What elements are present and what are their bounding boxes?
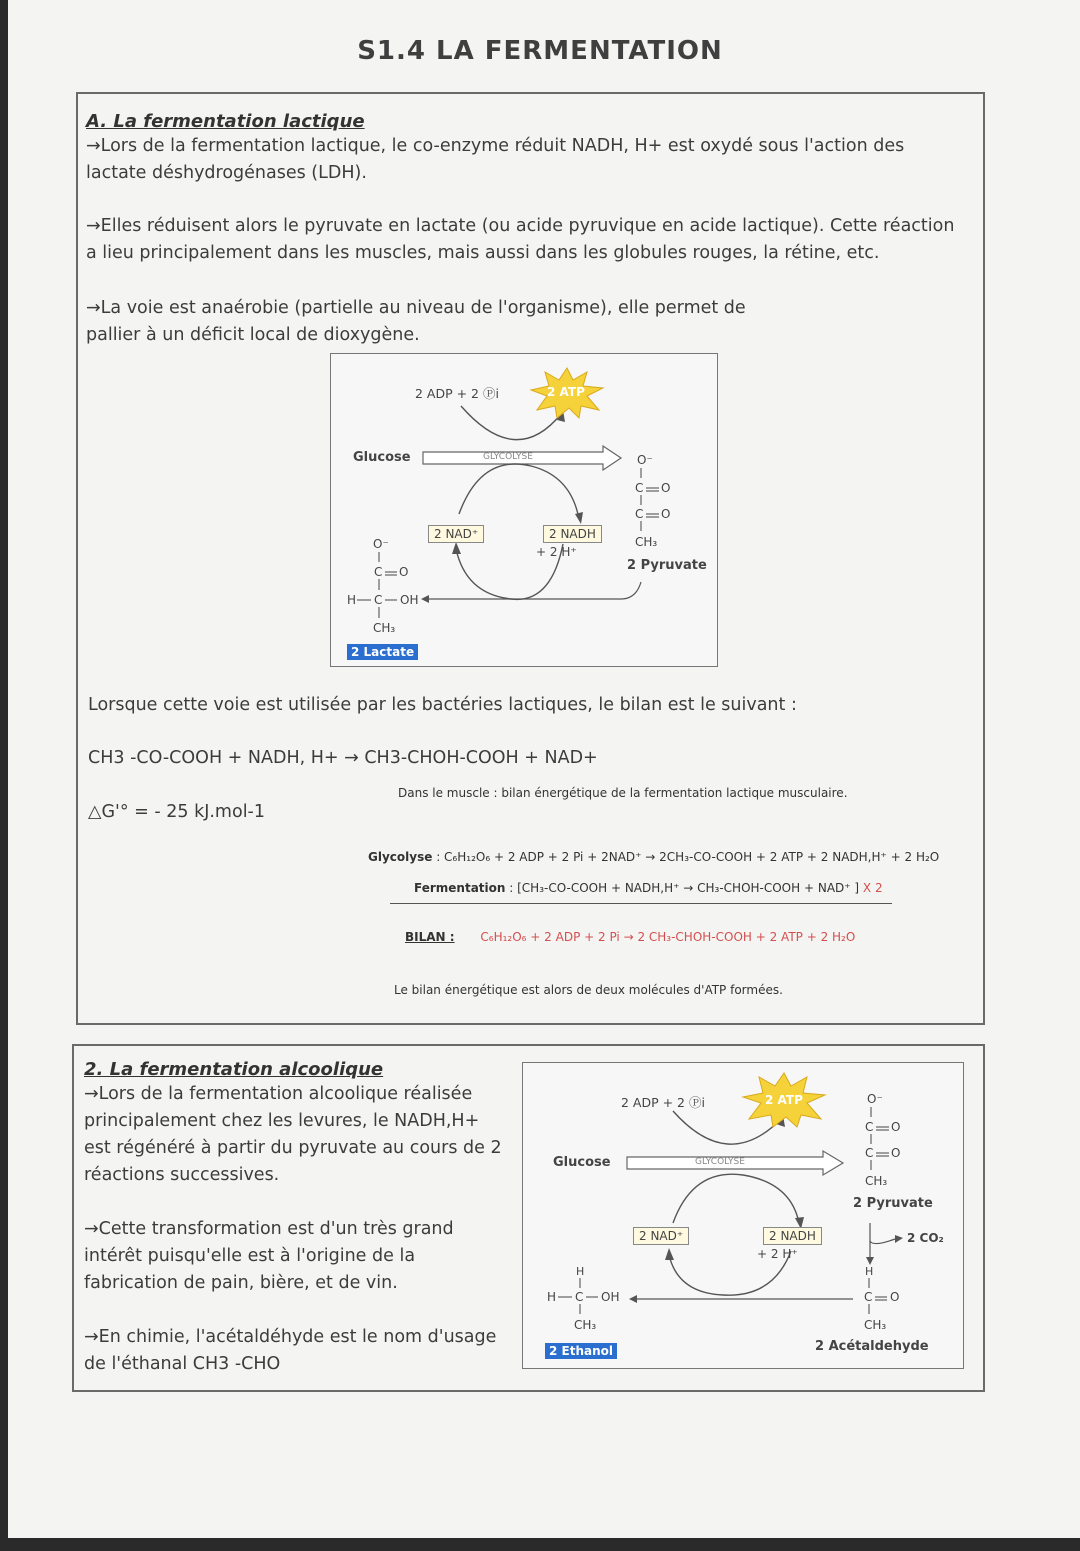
svg-text:C: C — [635, 481, 644, 495]
section-a-paragraph-1: →Lors de la fermentation lactique, le co-enzyme réduit NADH, H+ est oxydé sous l'action des lactate déshydrogénases (LDH). — [86, 136, 905, 183]
svg-text:C: C — [635, 507, 644, 521]
muscle-bilan-label: BILAN : — [405, 930, 455, 944]
lactic-lactate-structure — [345, 534, 435, 634]
alcoholic-ethanol-structure — [543, 1263, 633, 1335]
lactic-equation: CH3 -CO-COOH + NADH, H+ → CH3-CHOH-COOH + NAD+ — [88, 748, 598, 768]
lactic-diagram — [330, 353, 718, 667]
lactic-atp-label: 2 ATP — [547, 385, 585, 399]
muscle-glycolyse-label: Glycolyse — [368, 850, 433, 864]
svg-text:CH₃: CH₃ — [865, 1174, 888, 1188]
svg-text:H: H — [547, 1290, 557, 1304]
muscle-caption: Dans le muscle : bilan énergétique de la fermentation lactique musculaire. — [398, 786, 848, 800]
section-b-paragraph-2: →Cette transformation est d'un très grand intérêt puisqu'elle est à l'origine de la fabrication de pain, bière, et de vin. — [84, 1219, 454, 1293]
alcoholic-adp-label: 2 ADP + 2 Ⓟi — [621, 1095, 705, 1110]
lactic-lactate-badge: 2 Lactate — [347, 644, 418, 660]
svg-text:C: C — [865, 1146, 874, 1160]
svg-text:O: O — [890, 1290, 900, 1304]
svg-text:H: H — [347, 593, 357, 607]
lactic-pyruvate-label: 2 Pyruvate — [627, 558, 707, 573]
svg-text:O: O — [891, 1146, 901, 1160]
svg-text:O⁻: O⁻ — [637, 453, 653, 467]
svg-text:O: O — [661, 507, 671, 521]
lactic-glycolyse-label: GLYCOLYSE — [483, 452, 533, 462]
alcoholic-co2-label: 2 CO₂ — [907, 1231, 944, 1245]
alcoholic-glycolyse-label: GLYCOLYSE — [695, 1157, 745, 1167]
muscle-bilan-line — [405, 930, 855, 944]
svg-text:C: C — [865, 1120, 874, 1134]
delta-g: △G'° = - 25 kJ.mol-1 — [88, 802, 265, 822]
svg-text:H: H — [865, 1265, 874, 1278]
alcoholic-acetaldehyde-label: 2 Acétaldehyde — [815, 1339, 929, 1354]
muscle-fermentation-label: Fermentation — [414, 881, 506, 895]
alcoholic-atp-label: 2 ATP — [765, 1093, 803, 1107]
svg-text:C: C — [575, 1290, 584, 1304]
svg-text:OH: OH — [601, 1290, 620, 1304]
svg-text:OH: OH — [400, 593, 419, 607]
svg-text:C: C — [374, 593, 383, 607]
lactic-h-label: + 2 H⁺ — [536, 545, 577, 559]
alcoholic-ethanol-badge: 2 Ethanol — [545, 1343, 617, 1359]
svg-text:CH₃: CH₃ — [574, 1318, 597, 1332]
alcoholic-pyruvate-structure — [861, 1089, 921, 1189]
alcoholic-nad-chip: 2 NAD⁺ — [633, 1227, 689, 1245]
bilan-intro: Lorsque cette voie est utilisée par les bactéries lactiques, le bilan est le suivant : — [88, 695, 797, 715]
muscle-fermentation-multiplier: X 2 — [862, 881, 883, 895]
alcoholic-pyruvate-label: 2 Pyruvate — [853, 1196, 933, 1211]
section-b-paragraph-1: →Lors de la fermentation alcoolique réalisée principalement chez les levures, le NADH,H+ est régénéré à partir du pyruvate au cours de 2 réactions successives. — [84, 1084, 502, 1185]
svg-text:C: C — [864, 1290, 873, 1304]
alcoholic-nadh-chip: 2 NADH — [763, 1227, 822, 1245]
lactic-adp-label: 2 ADP + 2 Ⓟi — [415, 386, 499, 401]
svg-text:O⁻: O⁻ — [373, 537, 389, 551]
svg-text:O⁻: O⁻ — [867, 1092, 883, 1106]
svg-text:O: O — [661, 481, 671, 495]
svg-text:O: O — [399, 565, 409, 579]
svg-text:CH₃: CH₃ — [373, 621, 396, 634]
section-a-paragraph-2: →Elles réduisent alors le pyruvate en lactate (ou acide pyruvique en acide lactique). Cette réaction a lieu principalement dans les muscles, mais aussi dans les globules rouges, la rétine, etc. — [86, 216, 955, 263]
muscle-glycolyse-line — [368, 850, 939, 864]
lactic-glucose-label: Glucose — [353, 450, 411, 465]
svg-text:CH₃: CH₃ — [864, 1318, 887, 1332]
alcoholic-glucose-label: Glucose — [553, 1155, 611, 1170]
alcoholic-h-label: + 2 H⁺ — [757, 1247, 798, 1261]
section-a-paragraph-3: →La voie est anaérobie (partielle au niveau de l'organisme), elle permet de pallier à un déficit local de dioxygène. — [86, 298, 746, 345]
section-b-heading: 2. La fermentation alcoolique — [84, 1059, 384, 1080]
bilan-rule — [390, 903, 892, 904]
muscle-fermentation-equation: : [CH₃-CO-COOH + NADH,H⁺ → CH₃-CHOH-COOH + NAD⁺ ] — [509, 881, 860, 895]
lactic-nadh-chip: 2 NADH — [543, 525, 602, 543]
muscle-bilan-equation: C₆H₁₂O₆ + 2 ADP + 2 Pi → 2 CH₃-CHOH-COOH + 2 ATP + 2 H₂O — [480, 930, 856, 944]
svg-text:CH₃: CH₃ — [635, 535, 658, 549]
muscle-glycolyse-equation: : C₆H₁₂O₆ + 2 ADP + 2 Pi + 2NAD⁺ → 2CH₃-CO-COOH + 2 ATP + 2 NADH,H⁺ + 2 H₂O — [436, 850, 940, 864]
page-title: S1.4 LA FERMENTATION — [357, 36, 723, 66]
svg-text:C: C — [374, 565, 383, 579]
alcoholic-diagram — [522, 1062, 964, 1369]
section-b-paragraph-3: →En chimie, l'acétaldéhyde est le nom d'usage de l'éthanal CH3 -CHO — [84, 1327, 497, 1374]
section-a-heading: A. La fermentation lactique — [86, 111, 365, 132]
svg-text:H: H — [576, 1265, 585, 1278]
muscle-conclusion: Le bilan énergétique est alors de deux molécules d'ATP formées. — [394, 983, 783, 997]
lactic-nad-chip: 2 NAD⁺ — [428, 525, 484, 543]
muscle-fermentation-line — [414, 881, 883, 895]
lactic-pyruvate-structure — [629, 450, 689, 550]
alcoholic-acetaldehyde-structure — [859, 1263, 919, 1335]
svg-text:O: O — [891, 1120, 901, 1134]
